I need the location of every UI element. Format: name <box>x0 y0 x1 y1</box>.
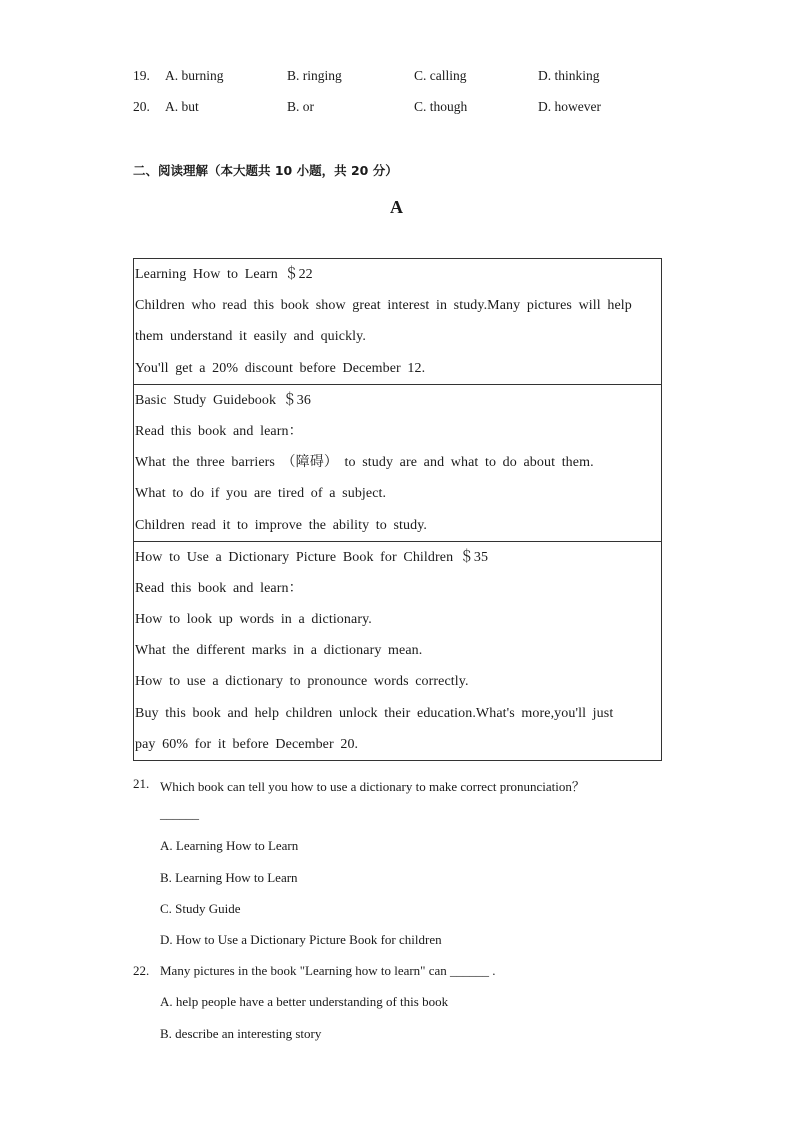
ad-cell <box>134 541 662 760</box>
ad-line: Learning How to Learn ＄22 <box>135 267 313 282</box>
question-21-option-a: A. Learning How to Learn <box>160 838 299 853</box>
ad-line: What the three barriers （障碍） to study are and what to do about them. <box>135 455 594 471</box>
option-d: D. thinking <box>538 68 600 83</box>
cloze-question-19 <box>0 68 794 88</box>
option-b: B. or <box>287 99 314 114</box>
ad-dictionary-picture-book <box>134 541 662 760</box>
question-22-option-b: B. describe an interesting story <box>160 1026 322 1041</box>
question-21-option-d: D. How to Use a Dictionary Picture Book for children <box>160 932 442 947</box>
option-c: C. calling <box>414 68 467 83</box>
ad-line: Read this book and learn： <box>135 580 303 596</box>
option-b: B. ringing <box>287 68 342 83</box>
ad-line: What to do if you are tired of a subject. <box>135 486 387 502</box>
ad-cell <box>134 259 662 385</box>
ad-line: them understand it easily and quickly. <box>135 329 366 345</box>
ad-cell <box>134 384 662 541</box>
question-22-number: 22. <box>133 963 150 978</box>
section-title: 二、阅读理解（本大题共 10 小题，共 20 分） <box>133 163 398 178</box>
option-a: A. burning <box>165 68 224 83</box>
ad-line: pay 60% for it before December 20. <box>135 736 359 752</box>
answer-blank: ______ <box>160 806 199 821</box>
ad-basic-study-guidebook <box>134 384 662 541</box>
option-c: C. though <box>414 99 468 114</box>
option-d: D. however <box>538 99 601 114</box>
ad-line: Children who read this book show great interest in study.Many pictures will help <box>135 298 632 314</box>
question-number: 19. <box>133 68 150 83</box>
question-22-option-a: A. help people have a better understanding of this book <box>160 994 449 1009</box>
question-22-text: Many pictures in the book "Learning how to learn" can ______ . <box>160 963 496 978</box>
question-number: 20. <box>133 99 150 114</box>
ad-line: You'll get a 20% discount before December 12. <box>135 360 426 376</box>
ad-line: Basic Study Guidebook ＄36 <box>135 392 311 408</box>
ad-line: Read this book and learn： <box>135 423 303 439</box>
ad-line: What the different marks in a dictionary mean. <box>135 643 423 659</box>
cloze-question-20 <box>0 99 794 119</box>
question-21-text: Which book can tell you how to use a dictionary to make correct pronunciation？ <box>160 779 585 794</box>
ad-line: How to look up words in a dictionary. <box>135 612 372 628</box>
ad-line: Children read it to improve the ability to study. <box>135 517 428 533</box>
passage-title: A <box>390 197 403 217</box>
book-ads-table <box>133 258 662 761</box>
ad-learning-how-to-learn <box>134 259 662 385</box>
ad-line: How to Use a Dictionary Picture Book for Children ＄35 <box>135 549 489 565</box>
question-21-number: 21. <box>133 776 150 791</box>
ad-line: Buy this book and help children unlock their education.What's more,you'll just <box>135 705 614 721</box>
ad-line: How to use a dictionary to pronounce words correctly. <box>135 674 469 690</box>
question-21-option-b: B. Learning How to Learn <box>160 870 298 885</box>
question-21-option-c: C. Study Guide <box>160 901 241 916</box>
option-a: A. but <box>165 99 199 114</box>
